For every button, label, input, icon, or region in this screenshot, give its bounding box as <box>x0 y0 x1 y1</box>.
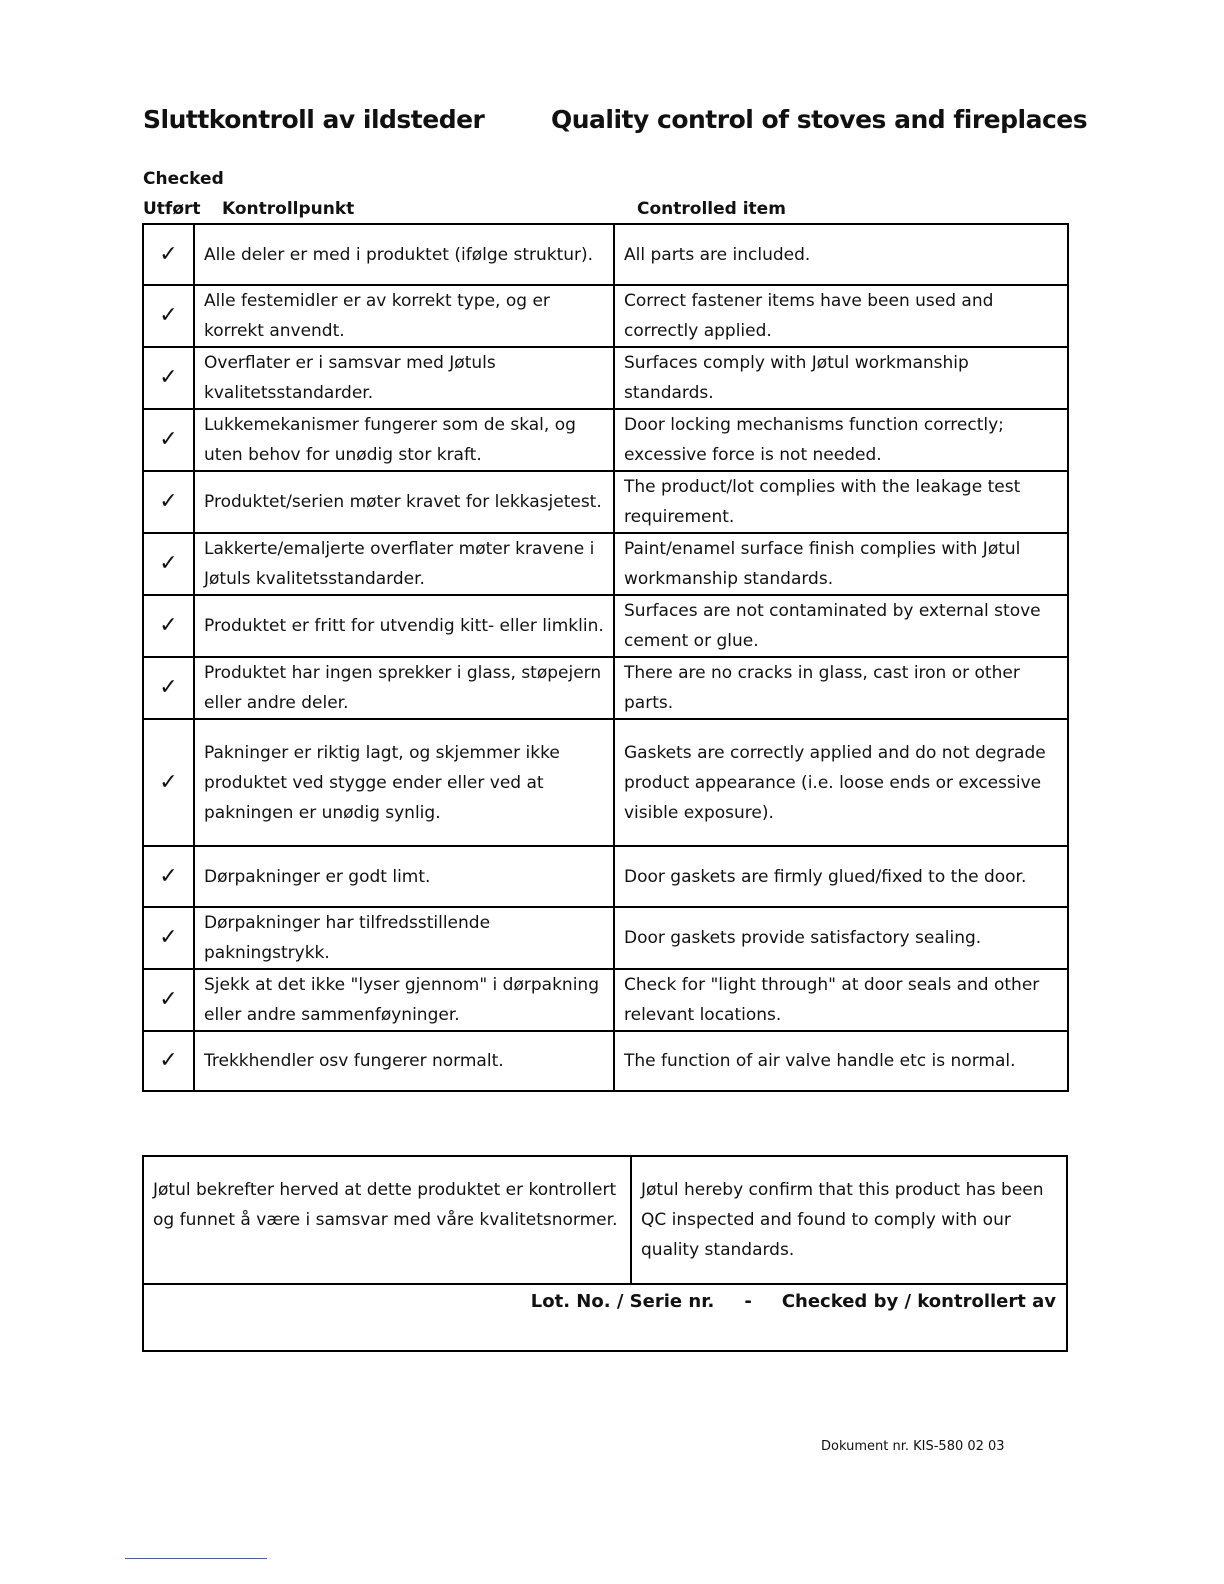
label-separator: - <box>744 1291 752 1312</box>
checkmark-icon: ✓ <box>143 224 194 285</box>
controlled-item-text: Surfaces comply with Jøtul workmanship standards. <box>614 347 1068 409</box>
control-point-text: Sjekk at det ikke "lyser gjennom" i dørpakning eller andre sammenføyninger. <box>194 969 614 1031</box>
confirmation-text-norwegian: Jøtul bekrefter herved at dette produktet er kontrollert og funnet å være i samsvar med våre kvalitetsnormer. <box>143 1156 631 1284</box>
controlled-item-text: Paint/enamel surface finish complies with Jøtul workmanship standards. <box>614 533 1068 595</box>
column-header-controlled-item: Controlled item <box>637 199 786 219</box>
table-row <box>143 1031 1068 1091</box>
checkmark-icon: ✓ <box>143 1031 194 1091</box>
table-row <box>143 471 1068 533</box>
column-header-checked: Checked <box>143 169 224 189</box>
control-point-text: Produktet er fritt for utvendig kitt- eller limklin. <box>194 595 614 657</box>
checkmark-icon: ✓ <box>143 409 194 471</box>
confirmation-table <box>142 1155 1068 1352</box>
control-point-text: Produktet har ingen sprekker i glass, støpejern eller andre deler. <box>194 657 614 719</box>
footer-divider <box>125 1558 267 1559</box>
controlled-item-text: The product/lot complies with the leakage test requirement. <box>614 471 1068 533</box>
table-row <box>143 285 1068 347</box>
column-header-utfort: Utført <box>143 199 201 219</box>
controlled-item-text: Check for "light through" at door seals and other relevant locations. <box>614 969 1068 1031</box>
control-point-text: Trekkhendler osv fungerer normalt. <box>194 1031 614 1091</box>
control-point-text: Alle deler er med i produktet (ifølge struktur). <box>194 224 614 285</box>
table-row <box>143 657 1068 719</box>
page-title-english: Quality control of stoves and fireplaces <box>551 105 1088 134</box>
control-point-text: Dørpakninger har tilfredsstillende pakningstrykk. <box>194 907 614 969</box>
control-point-text: Lukkemekanismer fungerer som de skal, og uten behov for unødig stor kraft. <box>194 409 614 471</box>
column-header-kontrollpunkt: Kontrollpunkt <box>222 199 355 219</box>
checkmark-icon: ✓ <box>143 846 194 907</box>
controlled-item-text: The function of air valve handle etc is normal. <box>614 1031 1068 1091</box>
table-row <box>143 409 1068 471</box>
controlled-item-text: Door gaskets provide satisfactory sealing. <box>614 907 1068 969</box>
table-row <box>143 224 1068 285</box>
table-row <box>143 969 1068 1031</box>
control-point-text: Pakninger er riktig lagt, og skjemmer ikke produktet ved stygge ender eller ved at pakningen er unødig synlig. <box>194 719 614 846</box>
control-point-text: Lakkerte/emaljerte overflater møter kravene i Jøtuls kvalitetsstandarder. <box>194 533 614 595</box>
checkmark-icon: ✓ <box>143 533 194 595</box>
table-row <box>143 347 1068 409</box>
checkmark-icon: ✓ <box>143 719 194 846</box>
confirmation-row <box>143 1156 1067 1284</box>
controlled-item-text: Door gaskets are firmly glued/fixed to the door. <box>614 846 1068 907</box>
checkmark-icon: ✓ <box>143 657 194 719</box>
controlled-item-text: Correct fastener items have been used and correctly applied. <box>614 285 1068 347</box>
control-point-text: Produktet/serien møter kravet for lekkasjetest. <box>194 471 614 533</box>
page-title-norwegian: Sluttkontroll av ildsteder <box>143 105 485 134</box>
control-point-text: Overflater er i samsvar med Jøtuls kvalitetsstandarder. <box>194 347 614 409</box>
checklist-table <box>142 223 1069 1092</box>
checkmark-icon: ✓ <box>143 471 194 533</box>
table-row <box>143 907 1068 969</box>
controlled-item-text: Door locking mechanisms function correctly; excessive force is not needed. <box>614 409 1068 471</box>
confirmation-text-english: Jøtul hereby confirm that this product has been QC inspected and found to comply with our quality standards. <box>631 1156 1067 1284</box>
table-row <box>143 719 1068 846</box>
checked-by-label: Checked by / kontrollert av <box>781 1291 1056 1312</box>
table-row <box>143 595 1068 657</box>
table-row <box>143 533 1068 595</box>
controlled-item-text: Gaskets are correctly applied and do not degrade product appearance (i.e. loose ends or excessive visible exposure). <box>614 719 1068 846</box>
document-number: Dokument nr. KIS-580 02 03 <box>821 1439 1005 1454</box>
signature-row <box>143 1284 1067 1351</box>
checkmark-icon: ✓ <box>143 969 194 1031</box>
signature-field[interactable] <box>143 1284 1067 1351</box>
table-row <box>143 846 1068 907</box>
lot-number-label: Lot. No. / Serie nr. <box>530 1291 715 1312</box>
controlled-item-text: There are no cracks in glass, cast iron or other parts. <box>614 657 1068 719</box>
controlled-item-text: Surfaces are not contaminated by external stove cement or glue. <box>614 595 1068 657</box>
checkmark-icon: ✓ <box>143 347 194 409</box>
checkmark-icon: ✓ <box>143 907 194 969</box>
control-point-text: Dørpakninger er godt limt. <box>194 846 614 907</box>
controlled-item-text: All parts are included. <box>614 224 1068 285</box>
checkmark-icon: ✓ <box>143 285 194 347</box>
control-point-text: Alle festemidler er av korrekt type, og er korrekt anvendt. <box>194 285 614 347</box>
checkmark-icon: ✓ <box>143 595 194 657</box>
